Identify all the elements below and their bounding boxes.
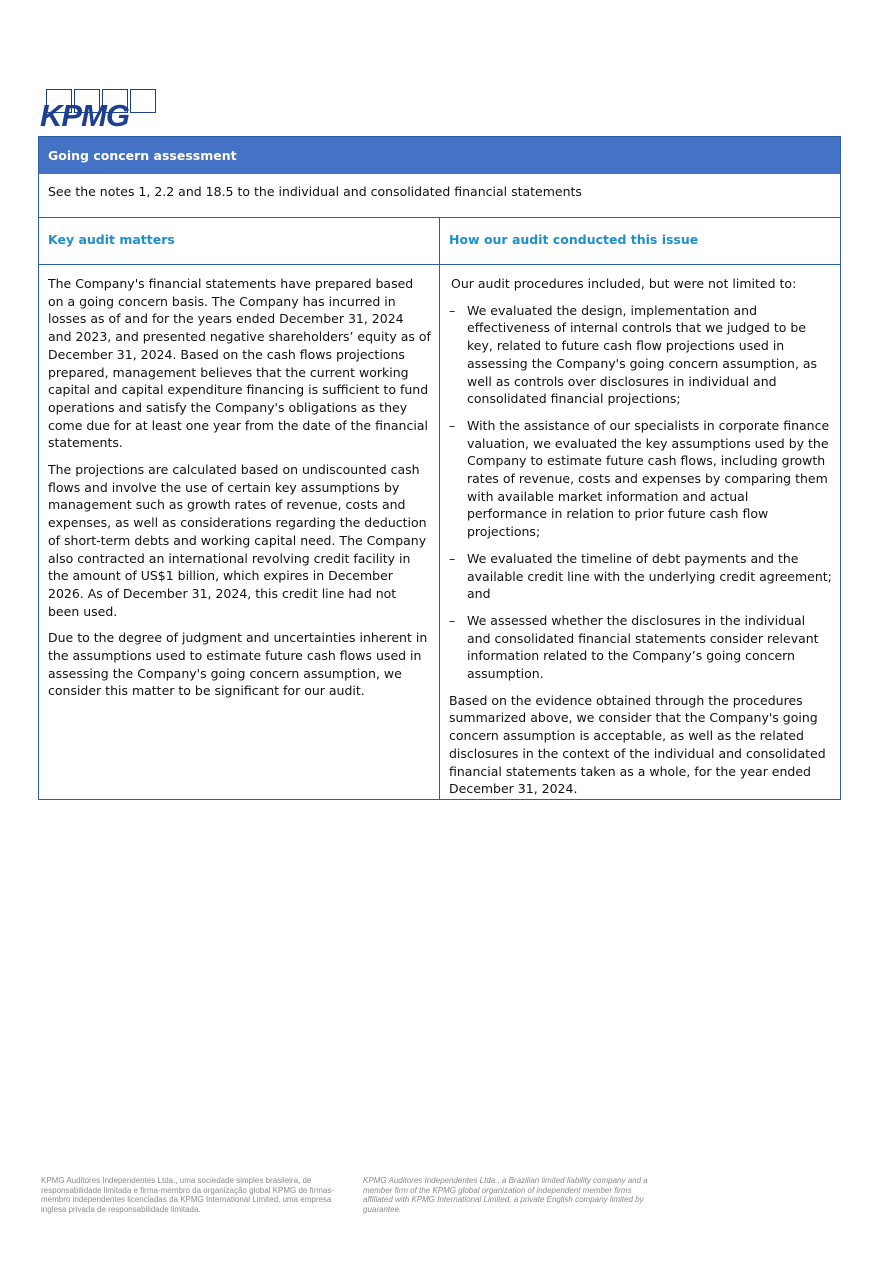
footer-portuguese: KPMG Auditores Independentes Ltda., uma sociedade simples brasileira, de responsabilidade limitada e firma-membro da organização global KPMG de firmas-membro independentes licenciadas da KPMG International Limited, uma empresa inglesa privada de responsabilidade limitada. bbox=[41, 1176, 335, 1214]
table-title: Going concern assessment bbox=[39, 137, 840, 174]
audit-response-body bbox=[440, 265, 840, 799]
key-audit-matters-column bbox=[39, 218, 440, 799]
footer-english: KPMG Auditores Independentes Ltda., a Brazilian limited liability company and a member firm of the KPMG global organization of independent member firms affiliated with KPMG International Limited, a private English company limited by guarantee. bbox=[363, 1176, 648, 1214]
bullet-dash: – bbox=[449, 612, 456, 628]
key-audit-matters-body bbox=[39, 265, 439, 799]
bullet-dash: – bbox=[449, 550, 456, 566]
list-item bbox=[449, 417, 832, 541]
audit-response-header: How our audit conducted this issue bbox=[440, 218, 840, 265]
paragraph: The Company's financial statements have prepared based on a going concern basis. The Company has incurred in losses as of and for the years ended December 31, 2024 and 2023, and presented negative shareholders’ equity as of December 31, 2024. Based on the cash flows projections prepared, management believes that the current working capital and capital expenditure financing is sufficient to fund operations and satisfy the Company's obligations as they come due for at least one year from the date of the financial statements. bbox=[48, 276, 431, 451]
bullet-dash: – bbox=[449, 302, 456, 318]
kpmg-logo bbox=[40, 89, 158, 137]
list-item bbox=[449, 302, 832, 408]
list-item-text: We evaluated the timeline of debt payments and the available credit line with the underlying credit agreement; and bbox=[467, 550, 832, 602]
logo-text: KPMG bbox=[40, 98, 129, 133]
bullet-dash: – bbox=[449, 417, 456, 433]
notes-reference: See the notes 1, 2.2 and 18.5 to the individual and consolidated financial statements bbox=[39, 174, 840, 218]
list-item-text: We evaluated the design, implementation and effectiveness of internal controls that we judged to be key, related to future cash flow projections used in assessing the Company's going concern assumption, as well as controls over disclosures in individual and consolidated financial projections; bbox=[467, 302, 818, 407]
paragraph: The projections are calculated based on undiscounted cash flows and involve the use of certain key assumptions by management such as growth rates of revenue, costs and expenses, as well as considerations regarding the deduction of short-term debts and working capital need. The Company also contracted an international revolving credit facility in the amount of US$1 billion, which expires in December 2026. As of December 31, 2024, this credit line had not been used. bbox=[48, 462, 427, 619]
procedures-intro: Our audit procedures included, but were not limited to: bbox=[451, 276, 797, 291]
list-item bbox=[449, 612, 832, 683]
list-item-text: With the assistance of our specialists in corporate finance valuation, we evaluated the key assumptions used by the Company to estimate future cash flows, including growth rates of revenue, costs and expenses by comparing them with available market information and actual performance in relation to prior future cash flow projections; bbox=[467, 417, 830, 540]
audit-matter-table bbox=[38, 136, 841, 800]
list-item-text: We assessed whether the disclosures in the individual and consolidated financial statements consider relevant information related to the Company’s going concern assumption. bbox=[467, 612, 819, 682]
paragraph: Due to the degree of judgment and uncertainties inherent in the assumptions used to estimate future cash flows used in assessing the Company's going concern assumption, we consider this matter to be significant for our audit. bbox=[48, 630, 428, 699]
audit-response-column bbox=[440, 218, 840, 799]
logo-box bbox=[130, 89, 156, 113]
key-audit-matters-header: Key audit matters bbox=[39, 218, 439, 265]
conclusion-paragraph: Based on the evidence obtained through the procedures summarized above, we consider that the Company's going concern assumption is acceptable, as well as the related disclosures in the context of the individual and consolidated financial statements taken as a whole, for the year ended December 31, 2024. bbox=[449, 692, 826, 797]
list-item bbox=[449, 550, 832, 603]
